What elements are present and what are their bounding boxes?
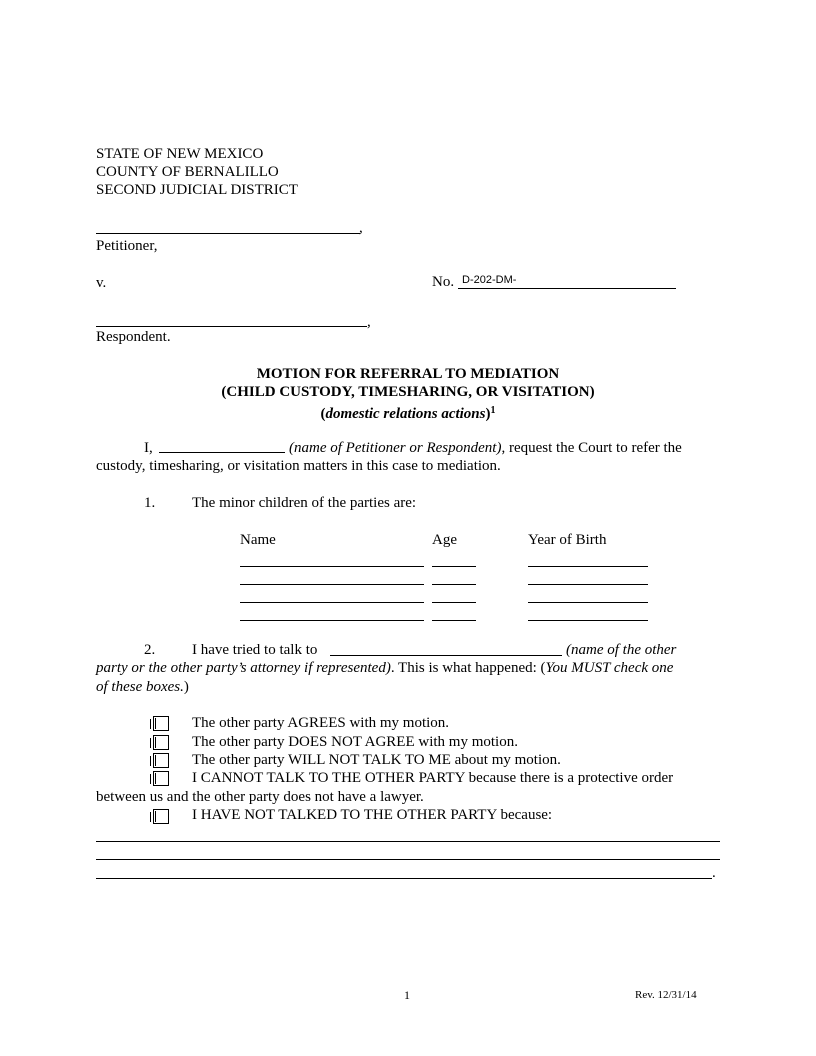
intro-i: I, <box>144 440 153 456</box>
child-age-field[interactable] <box>432 584 476 585</box>
not-talked-checkbox[interactable] <box>153 809 169 824</box>
petitioner-name-field[interactable] <box>96 233 360 234</box>
child-age-field[interactable] <box>432 602 476 603</box>
respondent-comma: , <box>367 314 371 330</box>
court-state: STATE OF NEW MEXICO <box>96 146 264 162</box>
option-protective-order-label: I CANNOT TALK TO THE OTHER PARTY because there is a protective order <box>192 770 674 786</box>
child-name-field[interactable] <box>240 566 424 567</box>
document-title-line2: (CHILD CUSTODY, TIMESHARING, OR VISITATION) <box>221 384 595 400</box>
option-does-not-agree-label: The other party DOES NOT AGREE with my motion. <box>192 734 518 750</box>
child-age-field[interactable] <box>432 620 476 621</box>
item1-text: The minor children of the parties are: <box>192 495 417 511</box>
item1-number: 1. <box>144 495 156 511</box>
petitioner-comma: , <box>359 220 363 236</box>
case-number-field[interactable] <box>458 288 676 289</box>
respondent-name-field[interactable] <box>96 326 367 327</box>
intro-text: (name of Petitioner or Respondent), request the Court to refer the <box>289 440 682 456</box>
child-name-field[interactable] <box>240 602 424 603</box>
child-year-field[interactable] <box>528 566 648 567</box>
party-name-field[interactable] <box>159 452 285 453</box>
versus-label: v. <box>96 275 107 291</box>
option-will-not-talk-label: The other party WILL NOT TALK TO ME about my motion. <box>192 752 561 768</box>
item2-italic: (name of the other <box>566 642 677 658</box>
page-number: 1 <box>404 988 410 1002</box>
child-year-field[interactable] <box>528 620 648 621</box>
item2-line2: party or the other party’s attorney if represented). This is what happened: (You MUST check one <box>96 660 674 676</box>
option-protective-order-cont: between us and the other party does not have a lawyer. <box>96 789 424 805</box>
child-year-field[interactable] <box>528 602 648 603</box>
option-not-talked-label: I HAVE NOT TALKED TO THE OTHER PARTY because: <box>192 807 553 823</box>
child-name-field[interactable] <box>240 584 424 585</box>
court-district: SECOND JUDICIAL DISTRICT <box>96 182 298 198</box>
footnote-mark: 1 <box>490 405 496 416</box>
other-party-name-field[interactable] <box>330 655 562 656</box>
child-year-field[interactable] <box>528 584 648 585</box>
explanation-line[interactable] <box>96 841 720 842</box>
item2-line3: of these boxes.) <box>96 679 189 695</box>
explanation-period: . <box>712 865 716 881</box>
child-age-field[interactable] <box>432 566 476 567</box>
explanation-line[interactable] <box>96 859 720 860</box>
child-name-field[interactable] <box>240 620 424 621</box>
column-header-year: Year of Birth <box>528 532 607 548</box>
document-title-line3: (domestic relations actions)$^1$ <box>320 405 496 422</box>
agrees-checkbox[interactable] <box>153 716 169 731</box>
case-number-label: No. <box>432 274 455 290</box>
option-agrees-label: The other party AGREES with my motion. <box>192 715 450 731</box>
does-not-agree-checkbox[interactable] <box>153 735 169 750</box>
case-number-prefix: D-202-DM- <box>462 274 517 286</box>
explanation-line[interactable] <box>96 878 712 879</box>
intro-text-line2: custody, timesharing, or visitation matters in this case to mediation. <box>96 458 501 474</box>
item2-number: 2. <box>144 642 156 658</box>
document-title-line1: MOTION FOR REFERRAL TO MEDIATION <box>256 366 560 382</box>
column-header-age: Age <box>432 532 457 548</box>
revision-date: Rev. 12/31/14 <box>635 989 697 1001</box>
will-not-talk-checkbox[interactable] <box>153 753 169 768</box>
court-county: COUNTY OF BERNALILLO <box>96 164 279 180</box>
column-header-name: Name <box>240 532 276 548</box>
respondent-label: Respondent. <box>96 329 171 345</box>
petitioner-label: Petitioner, <box>96 238 158 254</box>
protective-order-checkbox[interactable] <box>153 771 169 786</box>
item2-text: I have tried to talk to <box>192 642 318 658</box>
